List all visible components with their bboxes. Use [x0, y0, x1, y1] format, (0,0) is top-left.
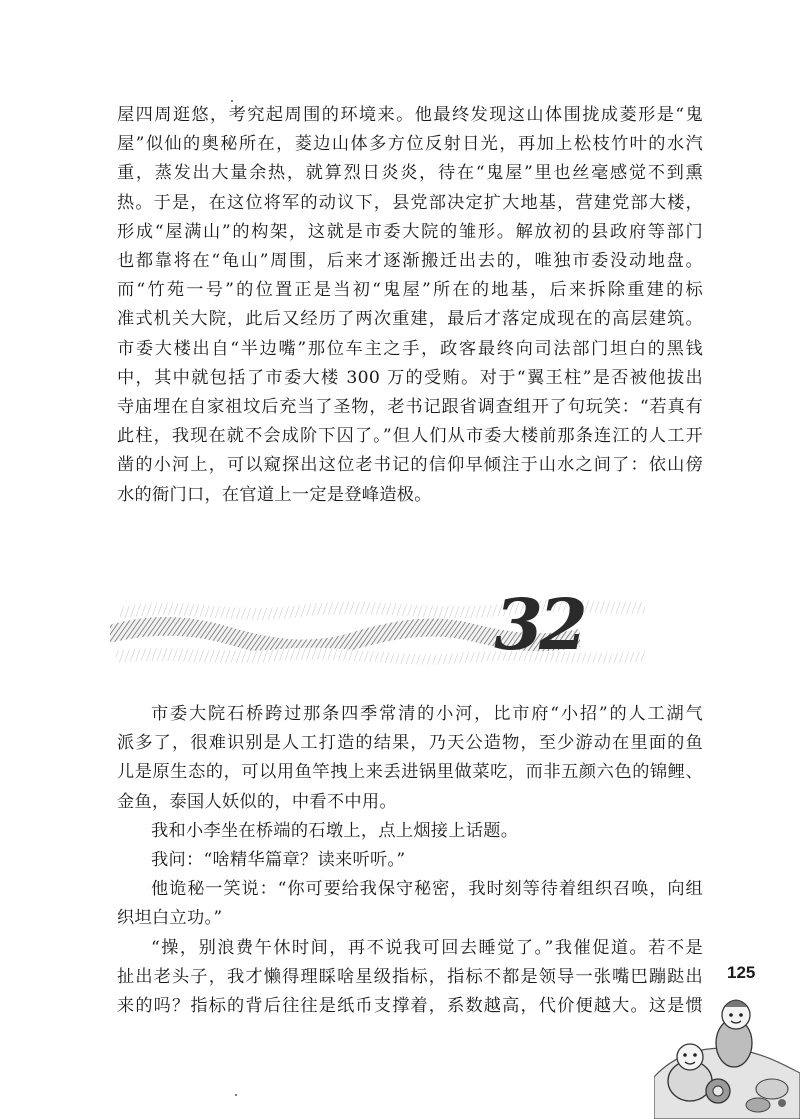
text-line: 水的衙门口，在官道上一定是登峰造极。 [117, 484, 432, 505]
text-line: 市委大楼出自“半边嘴”那位车主之手，政客最终向司法部门坦白的黑钱 [117, 338, 703, 359]
text-line: 而“竹苑一号”的位置正是当初“鬼屋”所在的地基，后来拆除重建的标 [117, 280, 703, 301]
corner-illustration [654, 985, 800, 1119]
text-line: 金鱼，泰国人妖似的，中看不中用。 [117, 791, 397, 812]
text-line: 我和小李坐在桥端的石墩上，点上烟接上话题。 [151, 820, 519, 841]
text-line: 派多了，很难识别是人工打造的结果，乃天公造物，至少游动在里面的鱼 [117, 733, 703, 754]
text-line: 中，其中就包括了市委大楼 300 万的受贿。对于“翼王柱”是否被他拔出 [117, 367, 703, 388]
body-text-upper [117, 101, 703, 510]
chapter-number: 32 [494, 583, 584, 666]
page-number: 125 [727, 963, 756, 982]
text-line: 来的吗？指标的背后往往是纸币支撑着，系数越高，代价便越大。这是惯 [117, 996, 703, 1017]
body-text-lower [117, 700, 703, 1021]
text-line: 形成“屋满山”的构架，这就是市委大院的雏形。解放初的县政府等部门 [117, 221, 703, 242]
text-line: “操，别浪费午休时间，再不说我可回去睡觉了。”我催促道。若不是 [151, 937, 703, 958]
text-line: 热。于是，在这位将军的动议下，县党部决定扩大地基，营建党部大楼， [117, 192, 703, 213]
scan-speck [235, 1094, 237, 1096]
text-line: 此柱，我现在就不会成阶下囚了。”但人们从市委大楼前那条连江的人工开 [117, 426, 703, 447]
text-line: 准式机关大院，此后又经历了两次重建，最后才落定成现在的高层建筑。 [117, 309, 703, 330]
text-line: 我问：“啥精华篇章？读来听听。” [151, 850, 406, 871]
text-line: 儿是原生态的，可以用鱼竿拽上来丢进锅里做菜吃，而非五颜六色的锦鲤、 [117, 762, 703, 783]
text-line: 扯出老头子，我才懒得理睬啥星级指标，指标不都是领导一张嘴巴蹦跶出 [117, 966, 703, 987]
text-line: 织坦白立功。” [117, 908, 223, 929]
text-line: 也都靠将在“龟山”周围，后来才逐渐搬迁出去的，唯独市委没动地盘。 [117, 251, 703, 272]
text-line: 屋”似仙的奥秘所在，菱边山体多方位反射日光，再加上松枝竹叶的水汽 [117, 134, 703, 155]
text-line: 屋四周逛悠，考究起周围的环境来。他最终发现这山体围拢成菱形是“鬼 [117, 105, 703, 125]
text-line: 凿的小河上，可以窥探出这位老书记的信仰早倾注于山水之间了：依山傍 [117, 455, 703, 476]
text-line: 市委大院石桥跨过那条四季常清的小河，比市府“小招”的人工湖气 [151, 704, 703, 724]
text-line: 寺庙埋在自家祖坟后充当了圣物，老书记跟省调查组开了句玩笑：“若真有 [117, 397, 703, 418]
scan-speck [231, 100, 233, 102]
text-line: 重，蒸发出大量余热，就算烈日炎炎，待在“鬼屋”里也丝毫感觉不到熏 [117, 163, 703, 184]
text-line: 他诡秘一笑说：“你可要给我保守秘密，我时刻等待着组织召唤，向组 [151, 879, 703, 900]
